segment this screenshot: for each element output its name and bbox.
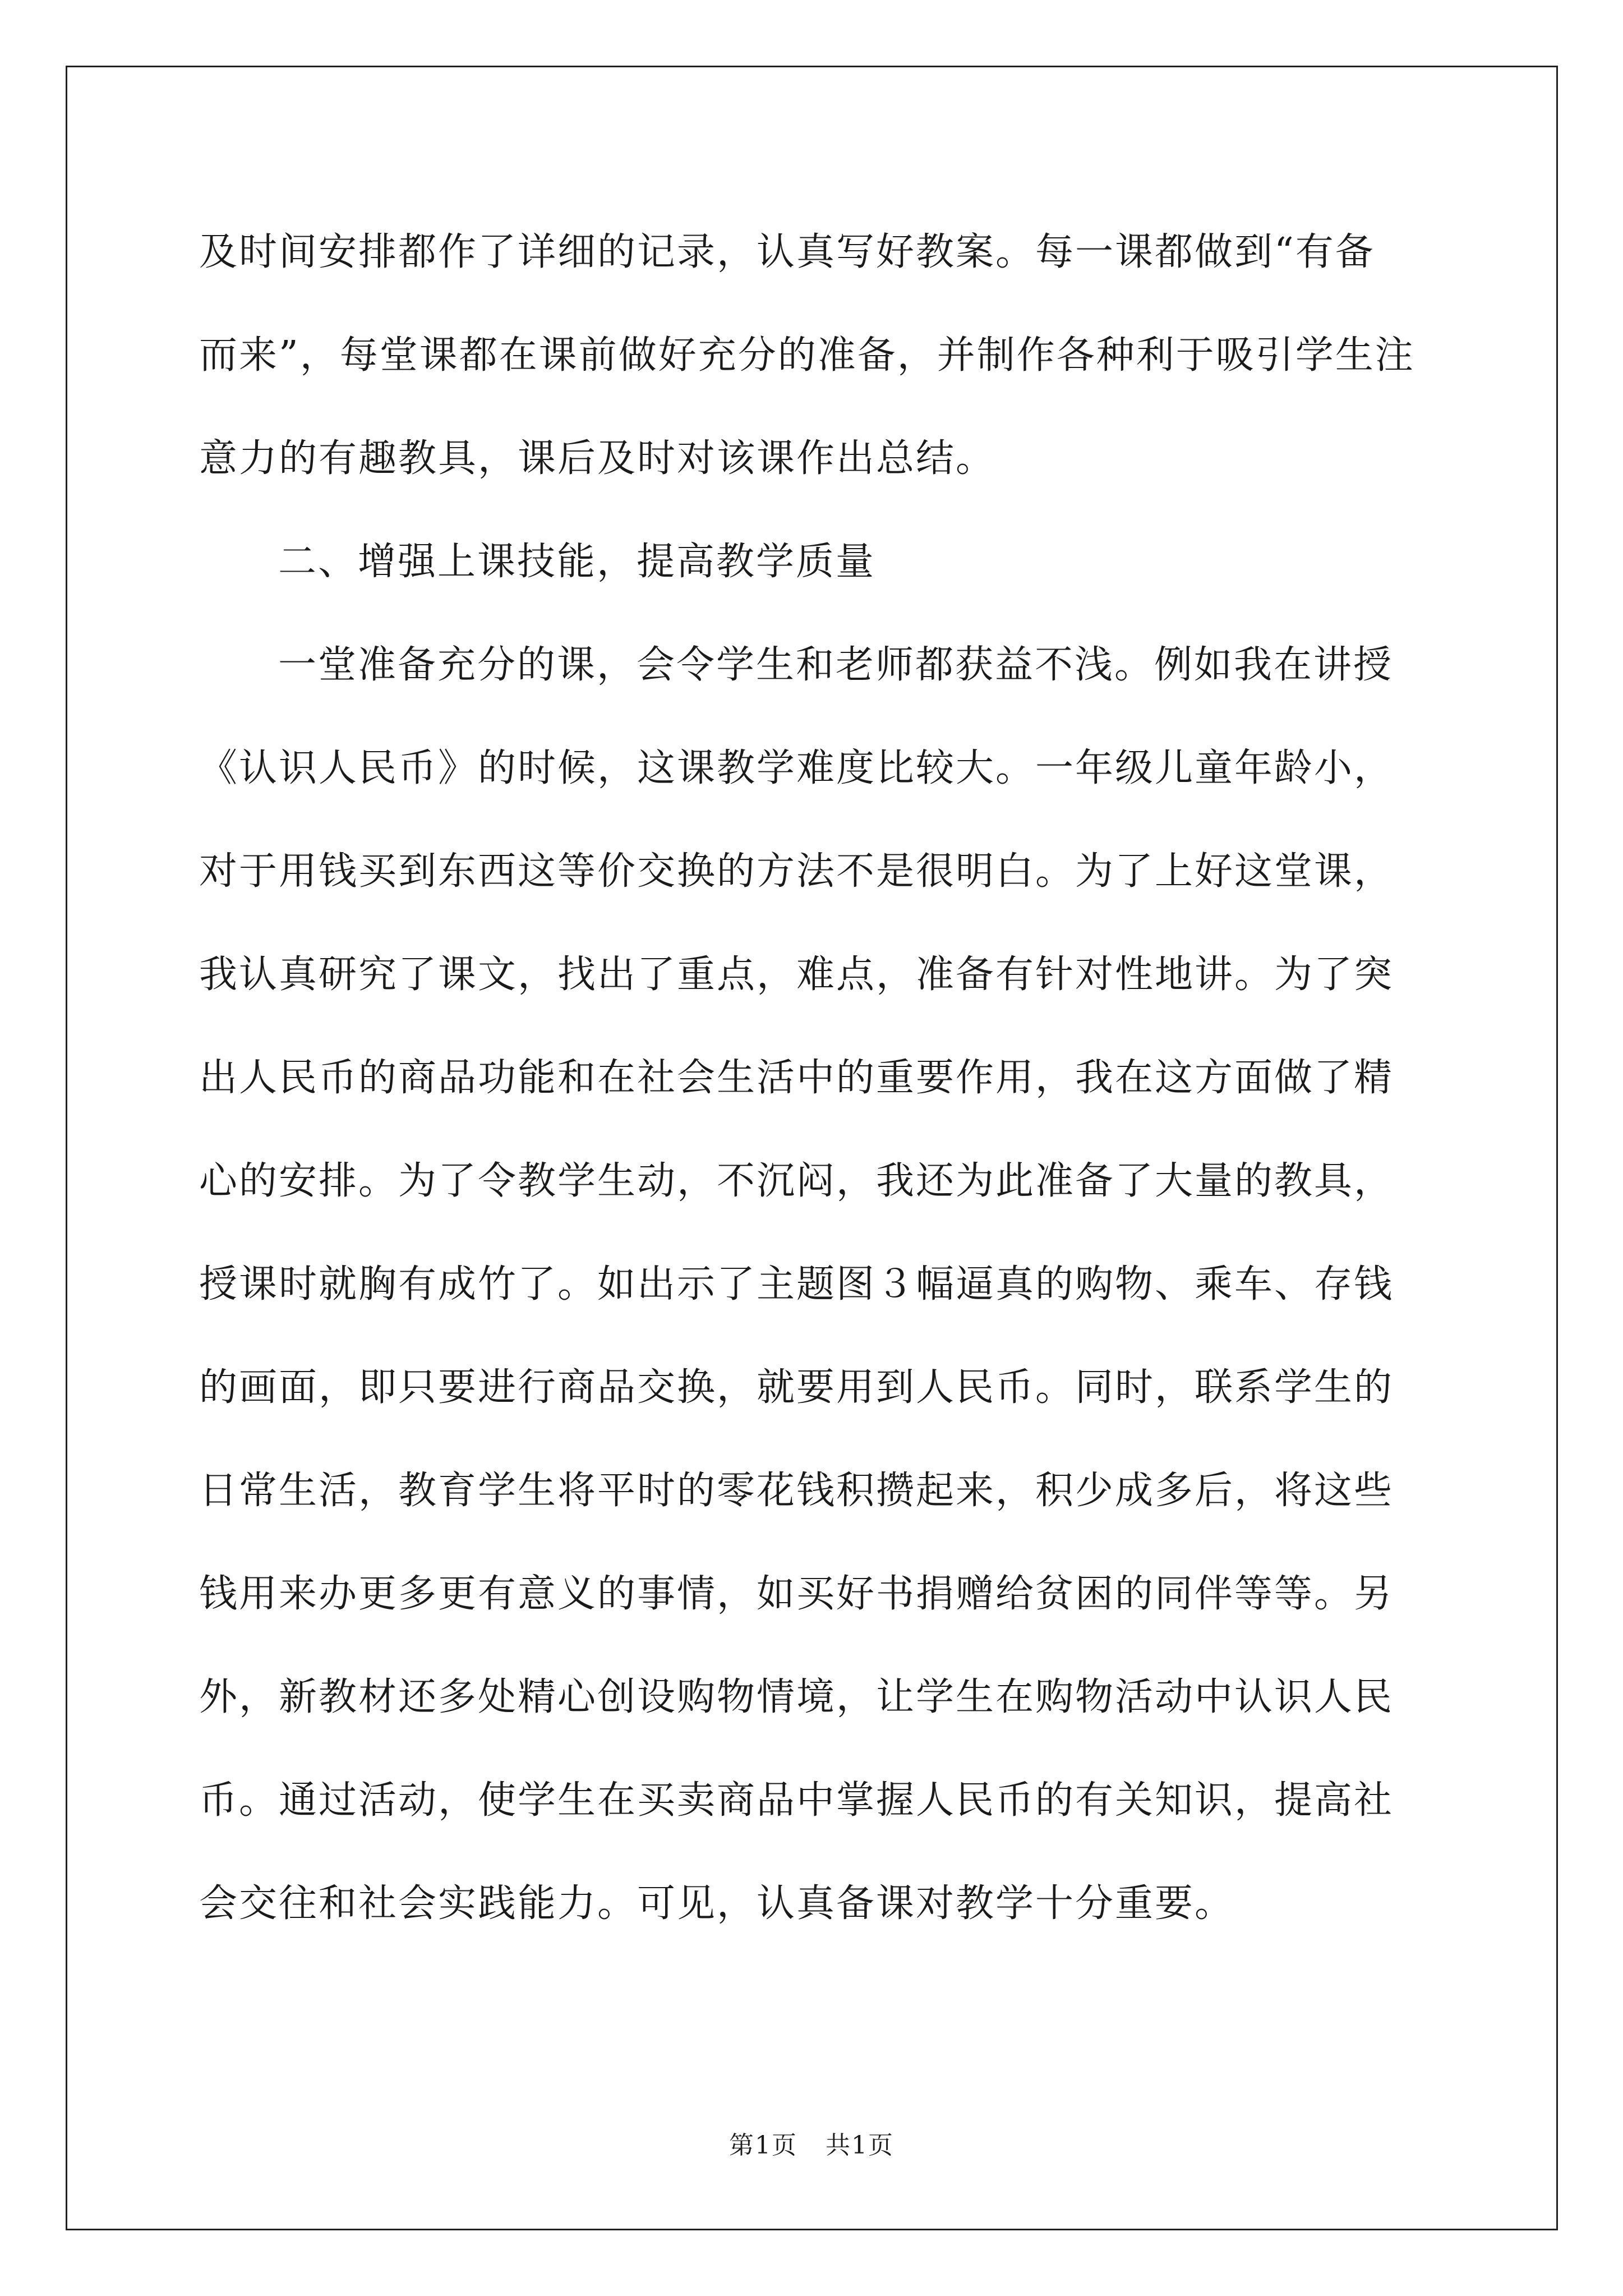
text-line: 而来”，每堂课都在课前做好充分的准备，并制作各种利于吸引学生注 (199, 333, 1415, 378)
text-line: 钱用来办更多更有意义的事情，如买好书捐赠给贫困的同伴等等。另 (199, 1572, 1394, 1616)
page-footer (0, 2129, 1623, 2162)
text-line: 对于用钱买到东西这等价交换的方法不是很明白。为了上好这堂课， (199, 849, 1394, 894)
page-number-total: 共1页 (826, 2131, 894, 2160)
text-line: 心的安排。为了令教学生动，不沉闷，我还为此准备了大量的教具， (199, 1159, 1394, 1203)
section-heading: 二、增强上课技能，提高教学质量 (278, 540, 876, 584)
text-line: 会交往和社会实践能力。可见，认真备课对教学十分重要。 (199, 1881, 1235, 1926)
text-line: 意力的有趣教具，课后及时对该课作出总结。 (199, 436, 996, 481)
text-line: 授课时就胸有成竹了。如出示了主题图３幅逼真的购物、乘车、存钱 (199, 1262, 1394, 1306)
paragraph-start-line: 一堂准备充分的课，会令学生和老师都获益不浅。例如我在讲授 (278, 643, 1394, 687)
text-line: 出人民币的商品功能和在社会生活中的重要作用，我在这方面做了精 (199, 1056, 1394, 1100)
document-body (199, 201, 1427, 1955)
text-line: 外，新教材还多处精心创设购物情境，让学生在购物活动中认识人民 (199, 1675, 1394, 1719)
page-number-current: 第1页 (729, 2131, 797, 2160)
text-line: 的画面，即只要进行商品交换，就要用到人民币。同时，联系学生的 (199, 1365, 1394, 1410)
text-line: 及时间安排都作了详细的记录，认真写好教案。每一课都做到“有备 (199, 230, 1375, 274)
text-line: 币。通过活动，使学生在买卖商品中掌握人民币的有关知识，提高社 (199, 1778, 1394, 1823)
text-line: 我认真研究了课文，找出了重点，难点，准备有针对性地讲。为了突 (199, 953, 1394, 997)
text-line: 《认识人民币》的时候，这课教学难度比较大。一年级儿童年龄小， (199, 746, 1394, 790)
text-line: 日常生活，教育学生将平时的零花钱积攒起来，积少成多后，将这些 (199, 1469, 1394, 1513)
